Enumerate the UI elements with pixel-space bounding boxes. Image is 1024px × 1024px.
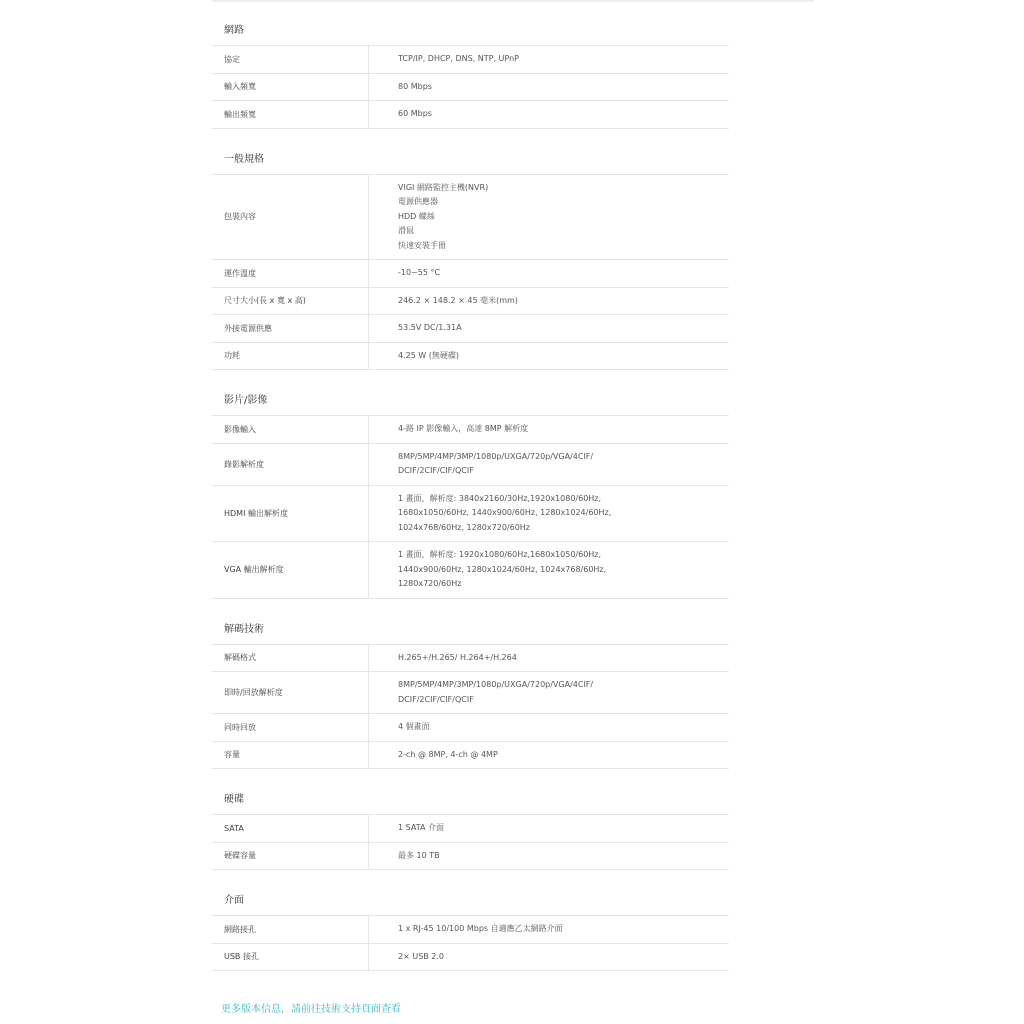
spec-label: 即時/回放解析度 (211, 672, 369, 713)
spec-row (211, 315, 729, 343)
spec-value (369, 944, 729, 971)
spec-label: USB 接孔 (211, 944, 369, 971)
spec-value (369, 486, 729, 542)
spec-value-line: 1440x900/60Hz, 1280x1024/60Hz, 1024x768/60Hz, (398, 564, 607, 574)
spec-value-line: 53.5V DC/1.31A (398, 323, 462, 332)
spec-row (211, 260, 729, 288)
spec-value-line: H.265+/H.265/ H.264+/H.264 (398, 652, 517, 662)
spec-value (369, 101, 729, 128)
spec-value-line: 80 Mbps (398, 81, 432, 91)
spec-row (211, 742, 729, 770)
spec-label: 錄影解析度 (211, 444, 369, 485)
spec-label: VGA 輸出解析度 (211, 542, 369, 598)
spec-value-line: 246.2 × 148.2 × 45 毫米(mm) (398, 295, 518, 305)
top-divider (212, 0, 814, 2)
spec-section (211, 387, 729, 599)
spec-value-line: 1 畫面，解析度: 1920x1080/60Hz,1680x1050/60Hz, (398, 550, 602, 559)
spec-value (369, 175, 729, 260)
spec-value-line: 4-路 IP 影像輸入，高達 8MP 解析度 (398, 424, 529, 433)
spec-row (211, 175, 729, 261)
section-title: 一般規格 (211, 146, 729, 175)
spec-label: 外接電源供應 (211, 315, 369, 342)
spec-label: 輸出頻寬 (211, 101, 369, 128)
spec-label: 同時回放 (211, 714, 369, 741)
spec-value (369, 74, 729, 101)
spec-row (211, 645, 729, 673)
spec-label: SATA (211, 815, 369, 842)
spec-value (369, 672, 729, 713)
spec-row (211, 74, 729, 102)
spec-label: 尺寸大小(長 x 寬 x 高) (211, 288, 369, 315)
spec-label: HDMI 輸出解析度 (211, 486, 369, 542)
spec-row (211, 815, 729, 843)
spec-value-line: TCP/IP, DHCP, DNS, NTP, UPnP (398, 54, 519, 63)
spec-value (369, 46, 729, 73)
spec-table (211, 17, 729, 1015)
spec-value-line: 滑鼠 (398, 226, 414, 235)
spec-value-line: 2× USB 2.0 (398, 951, 445, 961)
spec-value-line: VIGI 網路監控主機(NVR) (398, 182, 489, 192)
spec-row (211, 542, 729, 599)
spec-row (211, 343, 729, 371)
spec-value (369, 843, 729, 870)
spec-section (211, 887, 729, 971)
section-title: 硬碟 (211, 786, 729, 815)
spec-label: 運作溫度 (211, 260, 369, 287)
spec-value (369, 742, 729, 769)
spec-label: 容量 (211, 742, 369, 769)
spec-row (211, 416, 729, 444)
spec-value (369, 815, 729, 842)
spec-value (369, 315, 729, 342)
spec-value (369, 542, 729, 598)
section-title: 解碼技術 (211, 616, 729, 645)
spec-section (211, 786, 729, 870)
section-title: 介面 (211, 887, 729, 916)
spec-label: 解碼格式 (211, 645, 369, 672)
spec-row (211, 444, 729, 486)
spec-label: 協定 (211, 46, 369, 73)
spec-value-line: HDD 螺絲 (398, 211, 435, 221)
spec-row (211, 486, 729, 543)
spec-section (211, 146, 729, 371)
spec-value (369, 916, 729, 943)
spec-value-line: 快速安裝手冊 (398, 240, 446, 250)
spec-row (211, 714, 729, 742)
spec-section (211, 616, 729, 770)
spec-value-line: 8MP/5MP/4MP/3MP/1080p/UXGA/720p/VGA/4CIF/ (398, 451, 594, 461)
spec-row (211, 46, 729, 74)
spec-label: 功耗 (211, 343, 369, 370)
spec-value-line: 8MP/5MP/4MP/3MP/1080p/UXGA/720p/VGA/4CIF/ (398, 680, 594, 689)
spec-value-line: 1 x RJ-45 10/100 Mbps 自適應乙太網路介面 (398, 924, 563, 933)
spec-value (369, 343, 729, 370)
spec-row (211, 916, 729, 944)
spec-value-line: 1280x720/60Hz (398, 579, 462, 588)
spec-label: 網路接孔 (211, 916, 369, 943)
spec-row (211, 944, 729, 972)
spec-label: 硬碟容量 (211, 843, 369, 870)
spec-sections (211, 17, 729, 971)
spec-value (369, 416, 729, 443)
spec-value-line: DCIF/2CIF/CIF/QCIF (398, 466, 474, 475)
spec-value (369, 288, 729, 315)
spec-row (211, 672, 729, 714)
spec-value-line: 1 SATA 介面 (398, 823, 444, 832)
spec-value-line: -10~55 °C (398, 268, 441, 277)
spec-value-line: 1024x768/60Hz, 1280x720/60Hz (398, 522, 530, 532)
spec-value-line: 60 Mbps (398, 109, 432, 118)
spec-value (369, 444, 729, 485)
section-title: 影片/影像 (211, 387, 729, 416)
spec-value-line: 4.25 W (無硬碟) (398, 350, 460, 360)
spec-label: 包裝內容 (211, 175, 369, 260)
spec-section (211, 17, 729, 129)
spec-label: 影像輸入 (211, 416, 369, 443)
spec-value-line: 最多 10 TB (398, 850, 440, 860)
spec-value (369, 714, 729, 741)
spec-row (211, 101, 729, 129)
spec-row (211, 843, 729, 871)
spec-value-line: 1 畫面，解析度: 3840x2160/30Hz,1920x1080/60Hz, (398, 493, 602, 503)
section-title: 網路 (211, 17, 729, 46)
more-info-link[interactable]: 更多版本信息，請前往技術支持頁面查看 (221, 1004, 401, 1015)
spec-value-line: 電源供應器 (398, 197, 438, 206)
spec-value (369, 645, 729, 672)
spec-value-line: 1680x1050/60Hz, 1440x900/60Hz, 1280x1024/60Hz, (398, 508, 612, 517)
spec-value (369, 260, 729, 287)
spec-label: 輸入頻寬 (211, 74, 369, 101)
spec-value-line: 2-ch @ 8MP, 4-ch @ 4MP (398, 749, 498, 759)
spec-row (211, 288, 729, 316)
spec-value-line: DCIF/2CIF/CIF/QCIF (398, 694, 474, 704)
spec-value-line: 4 個畫面 (398, 722, 430, 731)
